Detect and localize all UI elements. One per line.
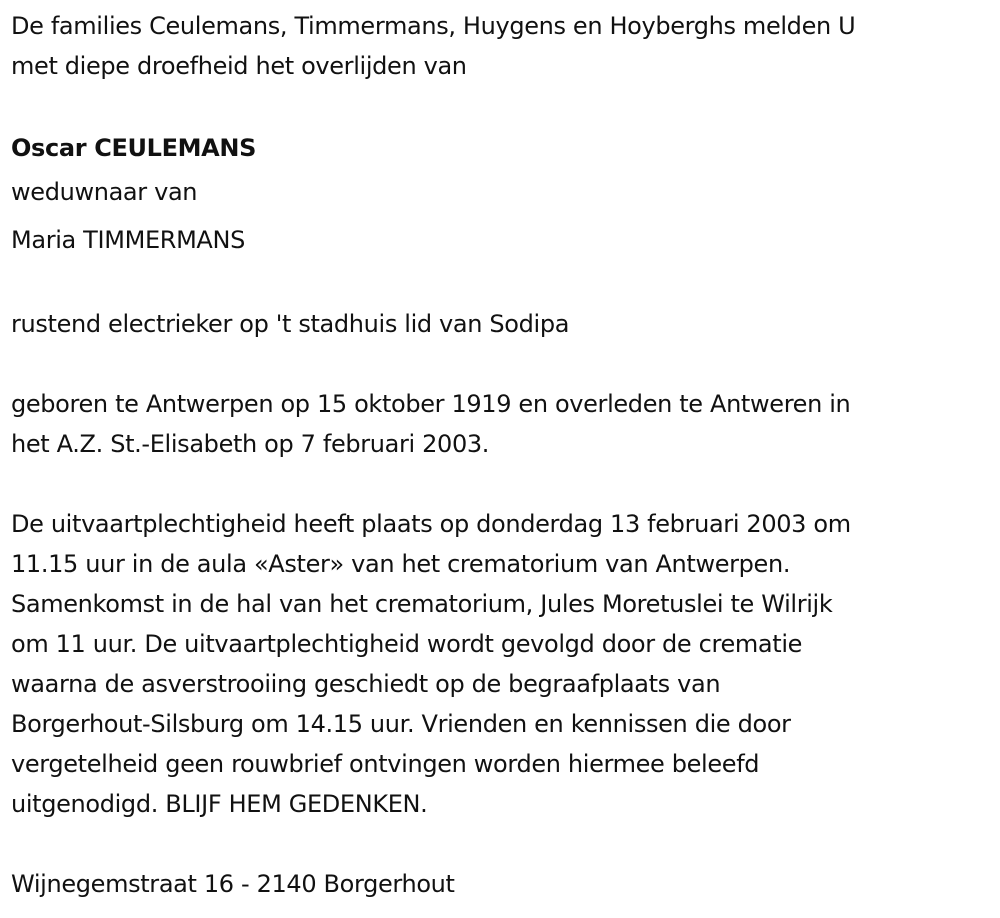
birth-death-line-2: het A.Z. St.-Elisabeth op 7 februari 2003. bbox=[11, 430, 490, 458]
ceremony-line: 11.15 uur in de aula «Aster» van het crematorium van Antwerpen. bbox=[11, 550, 791, 578]
ceremony-line: De uitvaartplechtigheid heeft plaats op donderdag 13 februari 2003 om bbox=[11, 510, 851, 538]
intro-line-2: met diepe droefheid het overlijden van bbox=[11, 52, 467, 80]
ceremony-line: Samenkomst in de hal van het crematorium, Jules Moretuslei te Wilrijk bbox=[11, 590, 833, 618]
intro-line-1: De families Ceulemans, Timmermans, Huygens en Hoyberghs melden U bbox=[11, 12, 856, 40]
spacer bbox=[11, 464, 986, 504]
ceremony-line: waarna de asverstrooiing geschiedt op de begraafplaats van bbox=[11, 670, 721, 698]
deceased-spouse: Maria TIMMERMANS bbox=[11, 226, 245, 254]
ceremony-line: uitgenodigd. BLIJF HEM GEDENKEN. bbox=[11, 790, 428, 818]
birth-death-line-1: geboren te Antwerpen op 15 oktober 1919 en overleden te Antweren in bbox=[11, 390, 851, 418]
deceased-name: Oscar CEULEMANS bbox=[11, 134, 257, 162]
spacer bbox=[11, 824, 986, 864]
spacer bbox=[11, 344, 986, 384]
ceremony-line: Borgerhout-Silsburg om 14.15 uur. Vrienden en kennissen die door bbox=[11, 710, 791, 738]
spacer bbox=[11, 264, 986, 304]
obituary-notice bbox=[11, 6, 986, 904]
ceremony-line: om 11 uur. De uitvaartplechtigheid wordt gevolgd door de crematie bbox=[11, 630, 803, 658]
address: Wijnegemstraat 16 - 2140 Borgerhout bbox=[11, 870, 455, 898]
ceremony-line: vergetelheid geen rouwbrief ontvingen worden hiermee beleefd bbox=[11, 750, 760, 778]
deceased-relation: weduwnaar van bbox=[11, 178, 198, 206]
occupation: rustend electrieker op 't stadhuis lid van Sodipa bbox=[11, 310, 570, 338]
spacer bbox=[11, 86, 986, 126]
